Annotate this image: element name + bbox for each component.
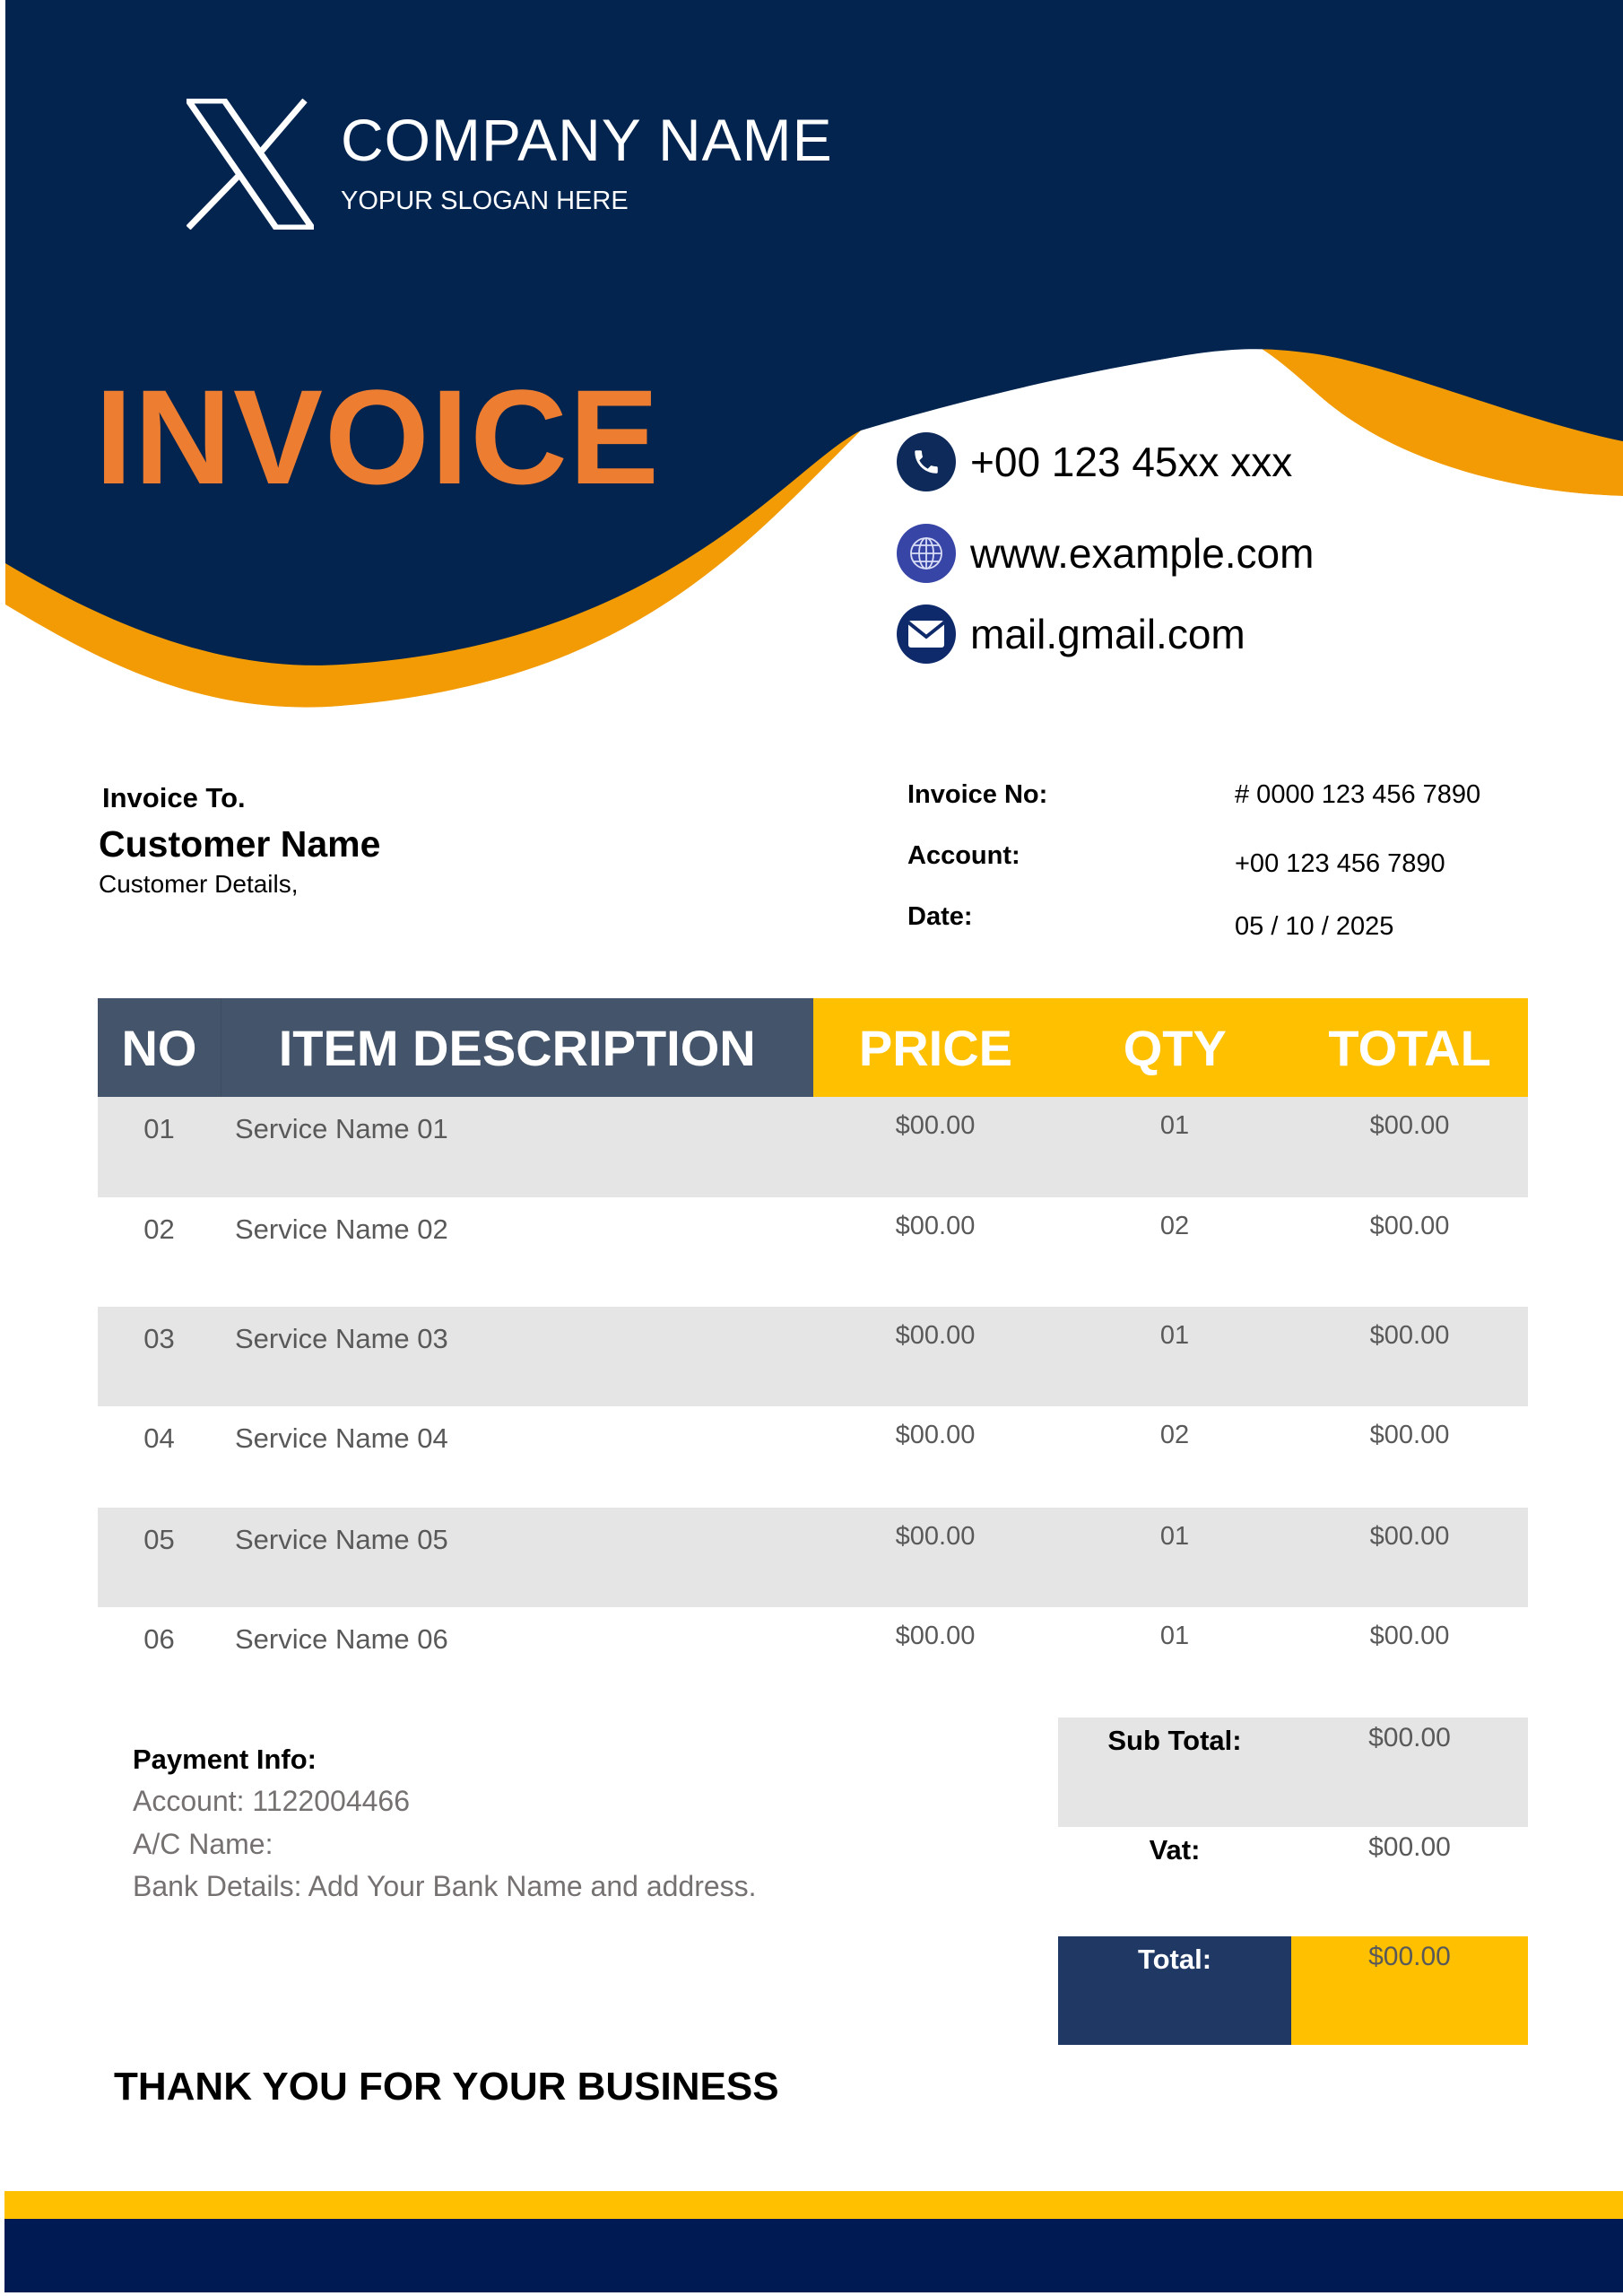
row-no: 01 — [143, 1113, 175, 1144]
payment-info-title: Payment Info: — [133, 1744, 317, 1775]
row-no: 02 — [143, 1213, 175, 1245]
table-header — [98, 998, 1528, 1097]
row-no: 05 — [143, 1524, 175, 1555]
company-name: COMPANY NAME — [341, 107, 833, 173]
table-row — [98, 1097, 1528, 1197]
total-value: $00.00 — [1291, 1936, 1528, 2045]
header-price: PRICE — [813, 998, 1059, 1097]
account-value: +00 123 456 7890 — [1235, 849, 1445, 878]
contact-email[interactable] — [897, 604, 1245, 664]
contact-phone-text: +00 123 45xx xxx — [970, 439, 1293, 485]
thank-you-message: THANK YOU FOR YOUR BUSINESS — [114, 2065, 779, 2109]
row-qty: 02 — [1159, 1212, 1190, 1240]
table-row — [98, 1607, 1528, 1709]
vat-value: $00.00 — [1368, 1832, 1451, 1862]
footer-yellow-bar — [4, 2191, 1623, 2219]
row-qty: 01 — [1159, 1622, 1190, 1650]
total-label: Total: — [1058, 1936, 1291, 2045]
header-description: ITEM DESCRIPTION — [221, 998, 813, 1097]
payment-bank-details: Bank Details: Add Your Bank Name and address. — [133, 1870, 757, 1902]
totals-box — [1058, 1718, 1528, 2045]
row-price: $00.00 — [895, 1421, 976, 1449]
row-no: 06 — [143, 1623, 175, 1655]
row-qty: 02 — [1159, 1421, 1190, 1449]
invoice-no-label: Invoice No: — [907, 780, 1048, 809]
customer-name: Customer Name — [99, 823, 381, 865]
table-row — [98, 1508, 1528, 1607]
row-price: $00.00 — [895, 1212, 976, 1240]
invoice-to-label: Invoice To. — [102, 782, 246, 813]
footer-navy-bar — [4, 2219, 1623, 2292]
table-row — [98, 1197, 1528, 1307]
header-no: NO — [98, 998, 221, 1097]
contact-website[interactable] — [897, 524, 1314, 583]
row-description: Service Name 04 — [235, 1422, 448, 1454]
items-table — [98, 998, 1528, 1709]
company-slogan: YOPUR SLOGAN HERE — [341, 187, 629, 215]
row-description: Service Name 01 — [235, 1113, 448, 1144]
total-row — [1058, 1936, 1528, 2045]
row-description: Service Name 02 — [235, 1213, 448, 1245]
customer-details: Customer Details, — [99, 870, 299, 898]
mail-icon — [897, 604, 956, 664]
subtotal-value: $00.00 — [1368, 1723, 1451, 1752]
row-total: $00.00 — [1369, 1622, 1450, 1650]
row-description: Service Name 05 — [235, 1524, 448, 1555]
subtotal-label: Sub Total: — [1107, 1725, 1242, 1756]
row-qty: 01 — [1159, 1522, 1190, 1551]
contact-email-text: mail.gmail.com — [970, 611, 1245, 657]
row-qty: 01 — [1159, 1111, 1190, 1140]
subtotal-row — [1058, 1718, 1528, 1827]
account-label: Account: — [907, 841, 1020, 870]
header-qty: QTY — [1058, 998, 1291, 1097]
header-total: TOTAL — [1291, 998, 1528, 1097]
globe-icon — [897, 524, 956, 583]
vat-row — [1058, 1827, 1528, 1936]
row-description: Service Name 06 — [235, 1623, 448, 1655]
contact-website-text: www.example.com — [970, 530, 1315, 577]
payment-account: Account: 1122004466 — [133, 1785, 410, 1817]
row-total: $00.00 — [1369, 1212, 1450, 1240]
row-total: $00.00 — [1369, 1111, 1450, 1140]
contact-phone — [897, 432, 1292, 491]
date-value: 05 / 10 / 2025 — [1235, 912, 1394, 941]
row-price: $00.00 — [895, 1321, 976, 1350]
row-no: 04 — [143, 1422, 175, 1454]
table-row — [98, 1406, 1528, 1508]
row-price: $00.00 — [895, 1522, 976, 1551]
row-price: $00.00 — [895, 1111, 976, 1140]
vat-label: Vat: — [1149, 1834, 1201, 1866]
table-row — [98, 1307, 1528, 1406]
phone-icon — [897, 432, 956, 491]
invoice-title: INVOICE — [95, 361, 661, 512]
row-total: $00.00 — [1369, 1421, 1450, 1449]
row-description: Service Name 03 — [235, 1323, 448, 1354]
row-total: $00.00 — [1369, 1321, 1450, 1350]
payment-ac-name: A/C Name: — [133, 1828, 273, 1860]
row-qty: 01 — [1159, 1321, 1190, 1350]
date-label: Date: — [907, 902, 973, 931]
x-logo-icon — [187, 99, 314, 230]
invoice-no-value: # 0000 123 456 7890 — [1235, 780, 1481, 809]
row-price: $00.00 — [895, 1622, 976, 1650]
row-total: $00.00 — [1369, 1522, 1450, 1551]
row-no: 03 — [143, 1323, 175, 1354]
